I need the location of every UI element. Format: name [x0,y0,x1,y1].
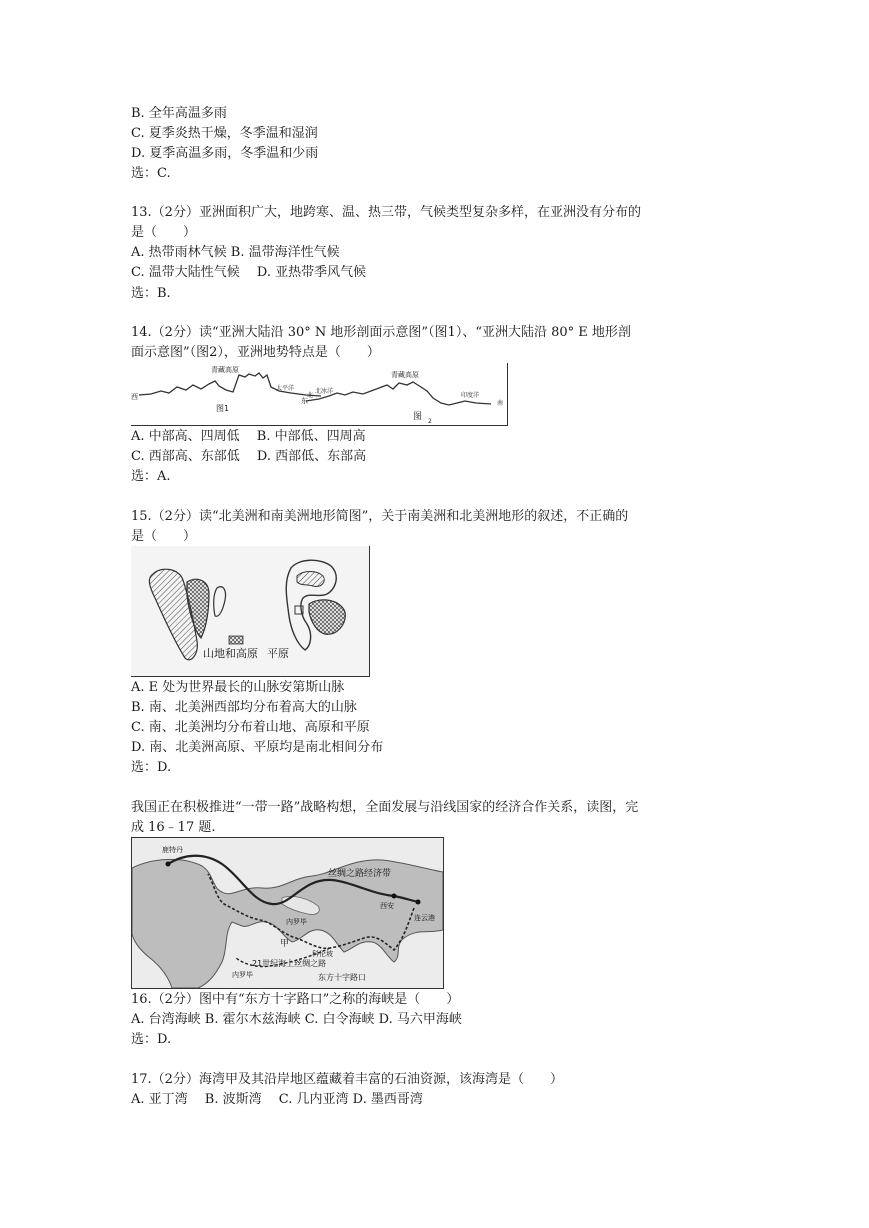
intro-line2: 成 16﹣17 题. [131,820,216,835]
map-label-nairobi-upper: 内罗毕 [286,918,307,926]
intro-line1: 我国正在积极推进“一带一路”战略构想，全面发展与沿线国家的经济合作关系，读图，完 [131,800,639,815]
fig1-pacific-label: 太平洋 [276,385,295,392]
fig2-plateau-label: 青藏高原 [391,371,419,379]
q17-options: A. 亚丁湾 B. 波斯湾 C. 几内亚湾 D. 墨西哥湾 [131,1092,423,1107]
map-label-silk-road-belt: 丝绸之路经济带 [328,869,392,879]
q15-option-c: C. 南、北美洲均分布着山地、高原和平原 [131,720,370,735]
q13-stem-line2: 是（ ） [131,225,197,240]
q16-answer: 选：D. [131,1032,172,1047]
map-label-east-crossroads: 东方十字路口 [318,973,366,982]
q16-options: A. 台湾海峡 B. 霍尔木兹海峡 C. 白令海峡 D. 马六甲海峡 [131,1012,462,1027]
fig2-indian-label: 印度洋 [461,392,480,399]
fig2-north-label: 北 [307,392,314,399]
fig1-plateau-label: 青藏高原 [211,366,239,374]
map-label-xian: 西安 [380,902,394,910]
q14-options-line2: C. 西部高、东部低 D. 西部低、东部高 [131,449,367,464]
legend-swatch [229,636,243,644]
q14-stem-line2: 面示意图”（图2），亚洲地势特点是（ ） [131,345,380,360]
q15-option-a: A. E 处为世界最长的山脉安第斯山脉 [131,680,345,695]
q15-option-d: D. 南、北美洲高原、平原均是南北相间分布 [131,740,384,755]
q12-option-b: B. 全年高温多雨 [131,106,227,121]
fig1-caption: 图1 [216,404,230,413]
map-label-lianyungang: 连云港 [414,914,435,922]
fig1-west-label: 西 [131,393,138,401]
legend-plain: 平原 [267,647,289,660]
fig2-south-label: 南 [497,400,504,407]
q15-stem-line1: 15.（2分）读“北美洲和南美洲地形简图”，关于南美洲和北美洲地形的叙述，不正确的 [131,509,629,524]
fig1-east-label: 东 [301,397,308,405]
q14-options-line1: A. 中部高、四周低 B. 中部低、四周高 [131,429,366,444]
legend-mountain-plateau: 山地和高原 [203,647,258,660]
q15-option-b: B. 南、北美洲西部均分布着高大的山脉 [131,700,357,715]
q14-stem-line1: 14.（2分）读“亚洲大陆沿 30° N 地形剖面示意图”（图1）、“亚洲大陆沿 80° E 地形剖 [131,325,631,340]
map-label-rotterdam: 鹿特丹 [162,846,183,854]
belt-and-road-map [131,837,444,989]
q12-answer: 选：C. [131,166,171,181]
fig2-caption-number: 2 [428,418,432,425]
q14-answer: 选：A. [131,469,171,484]
q13-options-line1: A. 热带雨林气候 B. 温带海洋性气候 [131,245,340,260]
q12-option-c: C. 夏季炎热干燥，冬季温和湿润 [131,126,318,141]
fig2-arctic-label: 北冰洋 [315,388,334,395]
fig2-caption: 图 [413,412,423,422]
q16-stem: 16.（2分）图中有“东方十字路口”之称的海峡是（ ） [131,992,460,1007]
q12-option-d: D. 夏季高温多雨，冬季温和少雨 [131,146,319,161]
q13-options-line2: C. 温带大陆性气候 D. 亚热带季风气候 [131,265,367,280]
map-label-colombo: 科伦坡 [312,950,333,958]
map-label-gulf-jia: 甲 [280,939,290,949]
q17-stem: 17.（2分）海湾甲及其沿岸地区蕴藏着丰富的石油资源，该海湾是（ ） [131,1072,563,1087]
map-label-maritime-silk-road: 21世纪海上丝绸之路 [252,959,327,968]
q15-stem-line2: 是（ ） [131,529,197,544]
q13-stem-line1: 13.（2分）亚洲面积广大，地跨寒、温、热三带，气候类型复杂多样，在亚洲没有分布的 [131,205,641,220]
map-label-mombasa: 内罗毕 [232,971,253,979]
q15-americas-terrain-map [131,546,370,677]
q13-answer: 选：B. [131,286,171,301]
q14-terrain-profile-figure [131,363,508,426]
q15-answer: 选：D. [131,760,172,775]
